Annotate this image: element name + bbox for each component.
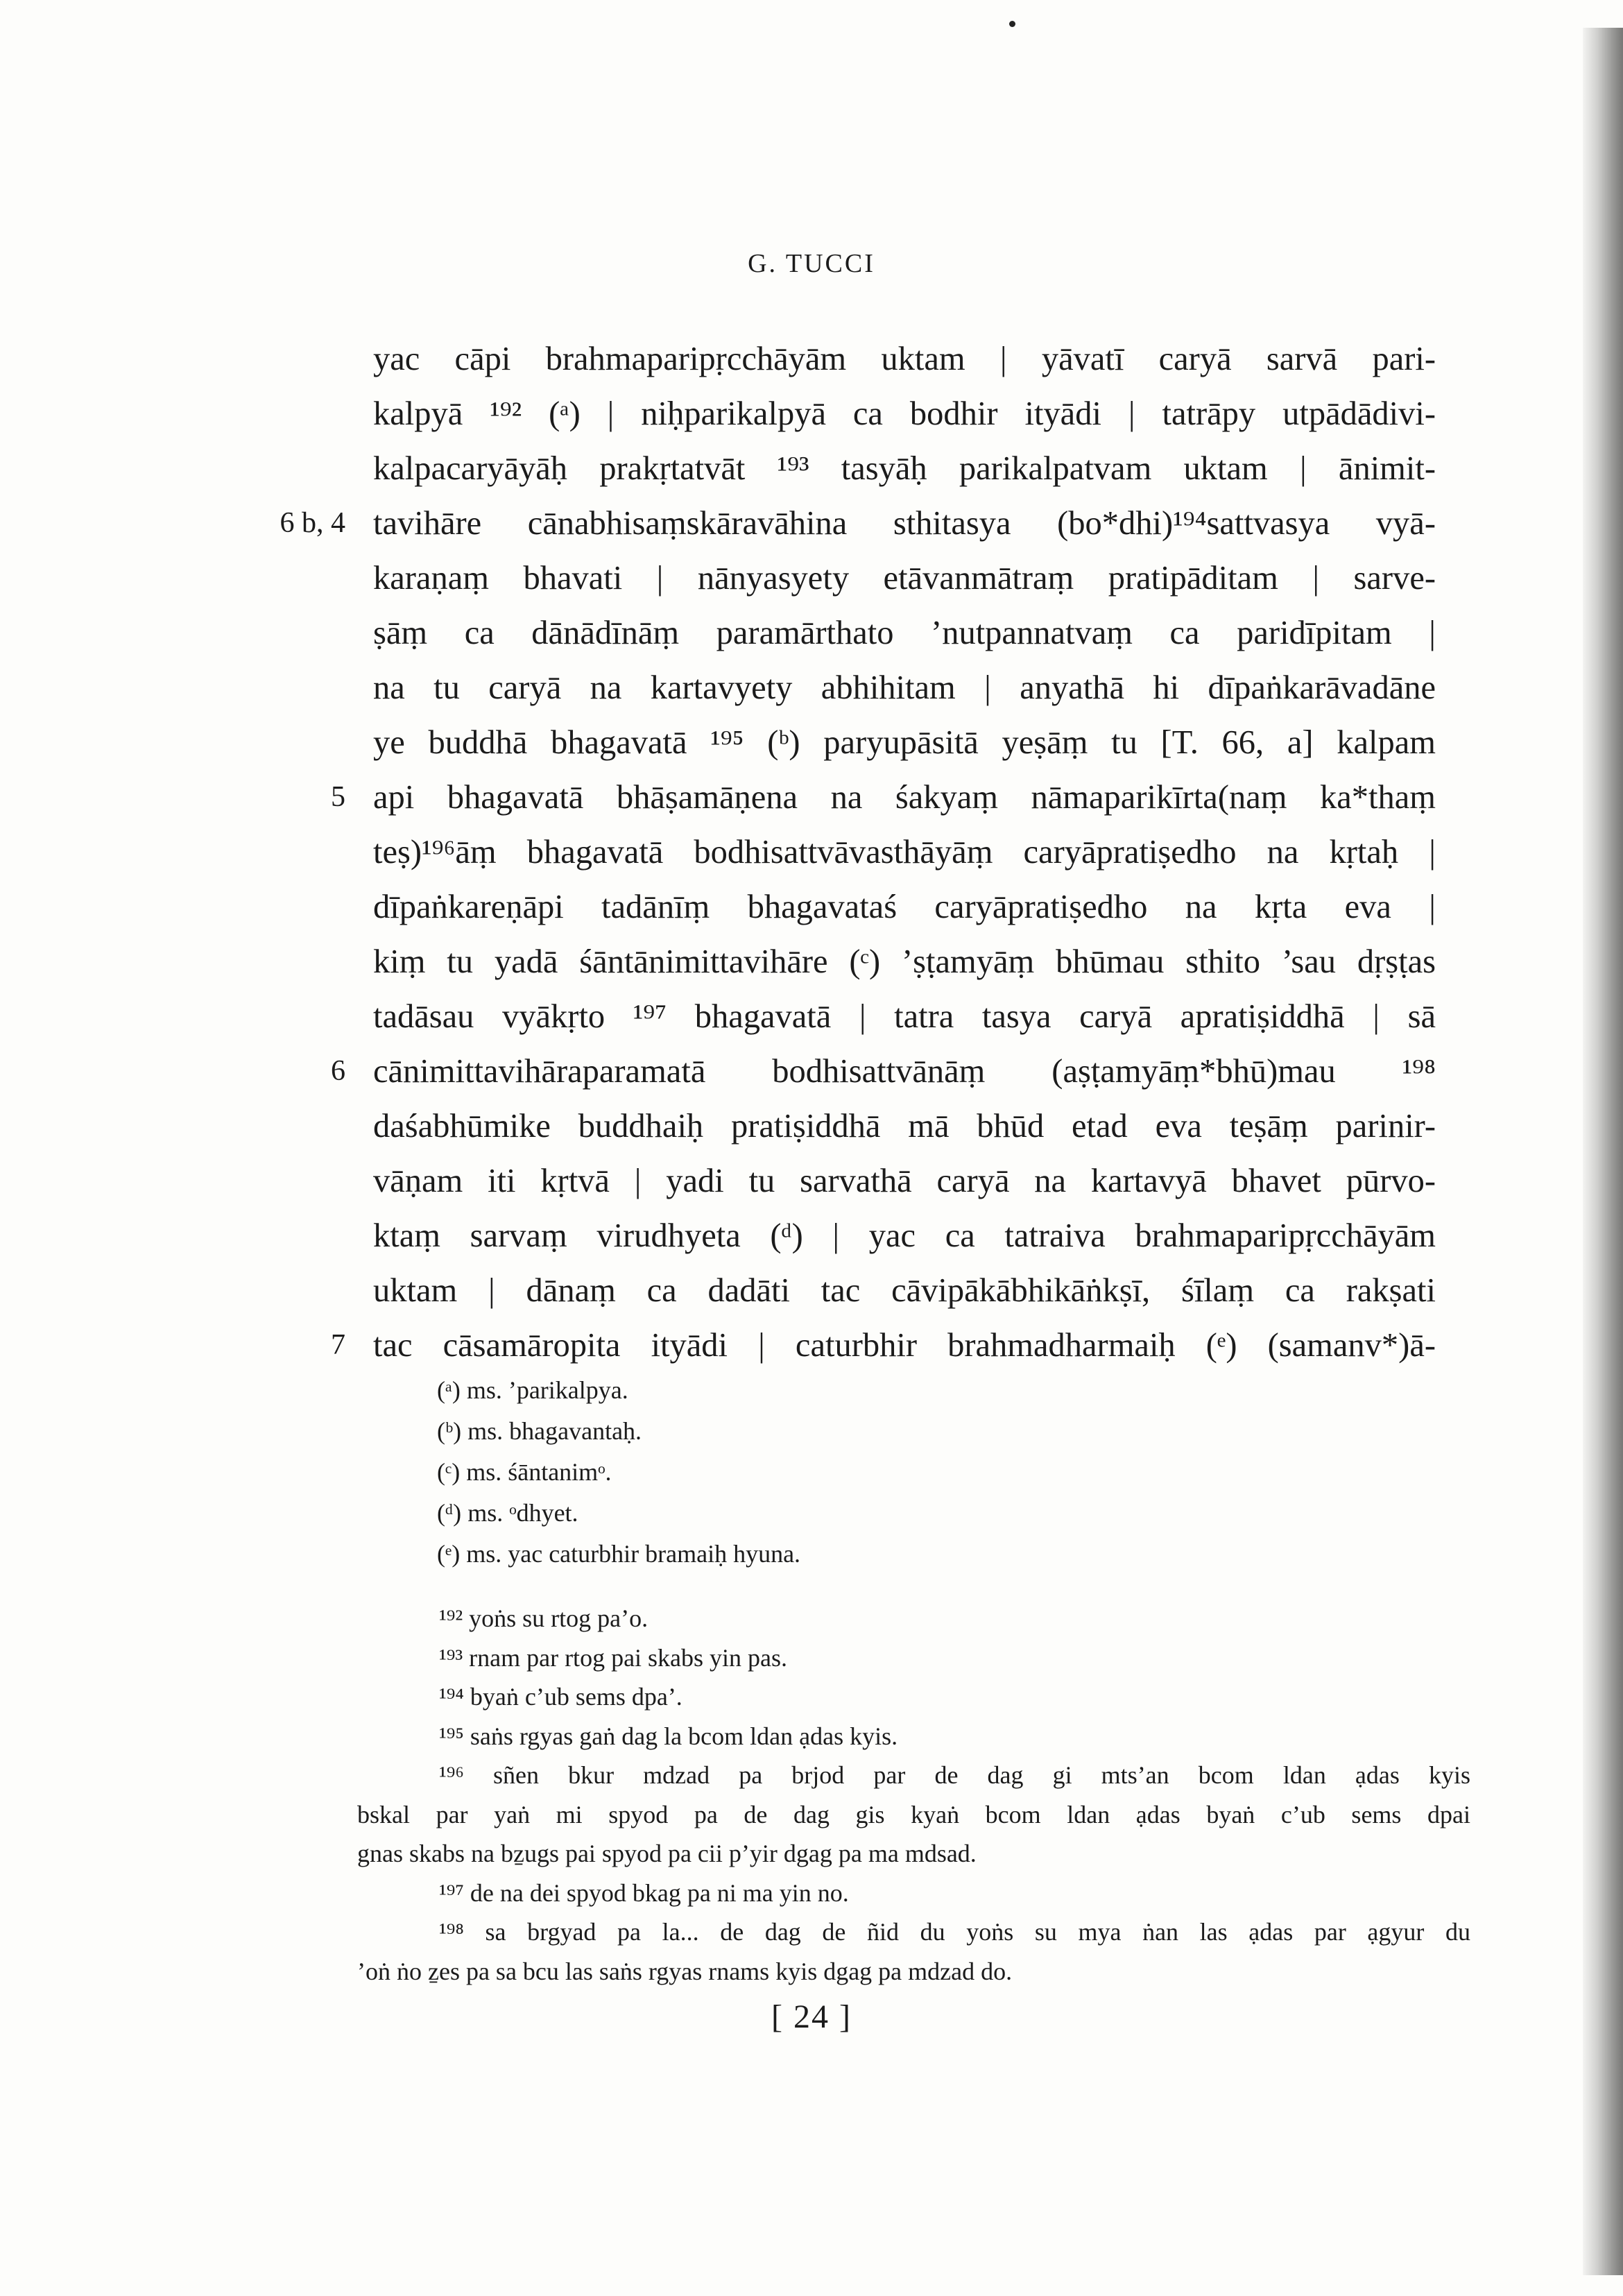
- footnotes: [357, 1599, 1470, 1991]
- margin-ref: 6: [331, 1055, 345, 1087]
- text-line: [373, 880, 1436, 934]
- line-text: uktam | dānaṃ ca dadāti tac cāvipākābhikāṅkṣī, śīlaṃ ca rakṣati: [373, 1272, 1436, 1309]
- text-line: [373, 1099, 1436, 1154]
- line-text: tadāsau vyākṛto ¹⁹⁷ bhagavatā | tatra tasya caryā apratiṣiddhā | sā: [373, 998, 1436, 1035]
- apparatus-text: ms. ’parikalpya.: [466, 1376, 628, 1404]
- text-line: [331, 1318, 1436, 1373]
- text-line: [373, 715, 1436, 770]
- apparatus-note: [437, 1534, 1408, 1575]
- footnote: ¹⁹³ rnam par rtog pai skabs yin pas.: [439, 1643, 788, 1672]
- text-line: [280, 496, 1436, 551]
- scan-edge-shadow: [1583, 28, 1623, 2275]
- main-text: [280, 332, 1436, 1373]
- text-line: [373, 551, 1436, 606]
- apparatus-mark: (ᵃ): [437, 1376, 461, 1404]
- apparatus-mark: (ᵈ): [437, 1499, 462, 1527]
- line-text: ye buddhā bhagavatā ¹⁹⁵ (ᵇ) paryupāsitā yeṣāṃ tu [T. 66, a] kalpam: [373, 724, 1436, 761]
- footnote: ¹⁹⁷ de na dei spyod bkag pa ni ma yin no.: [439, 1878, 849, 1907]
- page-number: [ 24 ]: [771, 1998, 852, 2035]
- text-line: [373, 934, 1436, 989]
- footnote-continuation: ’oṅ ṅo ẕes pa sa bcu las saṅs rgyas rnams kyis dgag pa mdzad do.: [357, 1957, 1013, 1985]
- running-head: G. TUCCI: [748, 249, 875, 278]
- text-line: [373, 606, 1436, 660]
- apparatus-note: [437, 1452, 1408, 1493]
- apparatus-mark: (ᵇ): [437, 1417, 462, 1445]
- line-text: ktaṃ sarvaṃ virudhyeta (ᵈ) | yac ca tatraiva brahmaparipṛcchāyām: [373, 1217, 1436, 1254]
- line-text: tavihāre cānabhisaṃskāravāhina sthitasya (bo*dhi)¹⁹⁴sattvasya vyā-: [373, 505, 1436, 542]
- line-text: cānimittavihāraparamatā bodhisattvānāṃ (aṣṭamyāṃ*bhū)mau ¹⁹⁸: [373, 1053, 1436, 1090]
- critical-apparatus: [437, 1370, 1408, 1575]
- text-line: [373, 1263, 1436, 1318]
- line-text: teṣ)¹⁹⁶āṃ bhagavatā bodhisattvāvasthāyāṃ caryāpratiṣedho na kṛtaḥ |: [373, 834, 1436, 871]
- line-text: daśabhūmike buddhaiḥ pratiṣiddhā mā bhūd etad eva teṣāṃ parinir-: [373, 1108, 1436, 1145]
- line-text: karaṇaṃ bhavati | nānyasyety etāvanmātraṃ pratipāditam | sarve-: [373, 560, 1436, 597]
- apparatus-note: [437, 1493, 1408, 1534]
- apparatus-note: [437, 1411, 1408, 1452]
- margin-ref: 7: [331, 1329, 345, 1361]
- line-text: kiṃ tu yadā śāntānimittavihāre (ᶜ) ’ṣṭamyāṃ bhūmau sthito ’sau dṛṣṭas: [373, 943, 1436, 980]
- margin-ref: 6 b, 4: [280, 507, 345, 539]
- text-line: [373, 1154, 1436, 1208]
- text-line: [373, 332, 1436, 386]
- text-line: [373, 441, 1436, 496]
- apparatus-text: ms. ᵒdhyet.: [467, 1499, 578, 1527]
- apparatus-mark: (ᶜ): [437, 1458, 461, 1486]
- text-line: [373, 825, 1436, 880]
- line-text: kalpacaryāyāḥ prakṛtatvāt ¹⁹³ tasyāḥ parikalpatvam uktam | ānimit-: [373, 450, 1436, 487]
- text-line: [373, 386, 1436, 441]
- line-text: vāṇam iti kṛtvā | yadi tu sarvathā caryā na kartavyā bhavet pūrvo-: [373, 1163, 1436, 1199]
- scan-speck: [1009, 21, 1015, 27]
- apparatus-note: [437, 1370, 1408, 1411]
- footnote-continuation: gnas skabs na bẕugs pai spyod pa cii p’yir dgag pa ma mdsad.: [357, 1840, 977, 1867]
- text-line: [373, 989, 1436, 1044]
- margin-ref: 5: [331, 781, 345, 813]
- line-text: yac cāpi brahmaparipṛcchāyām uktam | yāvatī caryā sarvā pari-: [373, 341, 1436, 377]
- line-text: na tu caryā na kartavyety abhihitam | anyathā hi dīpaṅkarāvadāne: [373, 669, 1436, 706]
- text-line: [331, 770, 1436, 825]
- footnote: ¹⁹² yoṅs su rtog pa’o.: [439, 1604, 649, 1632]
- apparatus-mark: (ᵉ): [437, 1540, 461, 1568]
- line-text: ṣāṃ ca dānādīnāṃ paramārthato ’nutpannatvaṃ ca paridīpitam |: [373, 615, 1436, 651]
- footnote: ¹⁹⁵ saṅs rgyas gaṅ dag la bcom ldan ạdas kyis.: [439, 1722, 898, 1750]
- apparatus-text: ms. bhagavantaḥ.: [467, 1417, 642, 1445]
- text-line: [331, 1044, 1436, 1099]
- footnote: ¹⁹⁶ sñen bkur mdzad pa brjod par de dag gi mts’an bcom ldan ạdas kyis: [439, 1761, 1470, 1789]
- footnote: ¹⁹⁴ byaṅ c’ub sems dpa’.: [439, 1683, 682, 1711]
- line-text: api bhagavatā bhāṣamāṇena na śakyaṃ nāmaparikīrta(naṃ ka*thaṃ: [373, 779, 1436, 816]
- line-text: dīpaṅkareṇāpi tadānīṃ bhagavataś caryāpratiṣedho na kṛta eva |: [373, 889, 1436, 925]
- line-text: tac cāsamāropita ityādi | caturbhir brahmadharmaiḥ (ᵉ) (samanv*)ā-: [373, 1327, 1436, 1364]
- apparatus-text: ms. śāntanimᵒ.: [466, 1458, 612, 1486]
- text-line: [373, 1208, 1436, 1263]
- line-text: kalpyā ¹⁹² (ᵃ) | niḥparikalpyā ca bodhir ityādi | tatrāpy utpādādivi-: [373, 395, 1436, 432]
- text-line: [373, 660, 1436, 715]
- footnote: ¹⁹⁸ sa brgyad pa la... de dag de ñid du yoṅs su mya ṅan las ạdas par ạgyur du: [439, 1918, 1470, 1946]
- footnote-continuation: bskal par yaṅ mi spyod pa de dag gis kyaṅ bcom ldan ạdas byaṅ c’ub sems dpai: [357, 1800, 1470, 1828]
- apparatus-text: ms. yac caturbhir bramaiḥ hyuna.: [466, 1540, 801, 1568]
